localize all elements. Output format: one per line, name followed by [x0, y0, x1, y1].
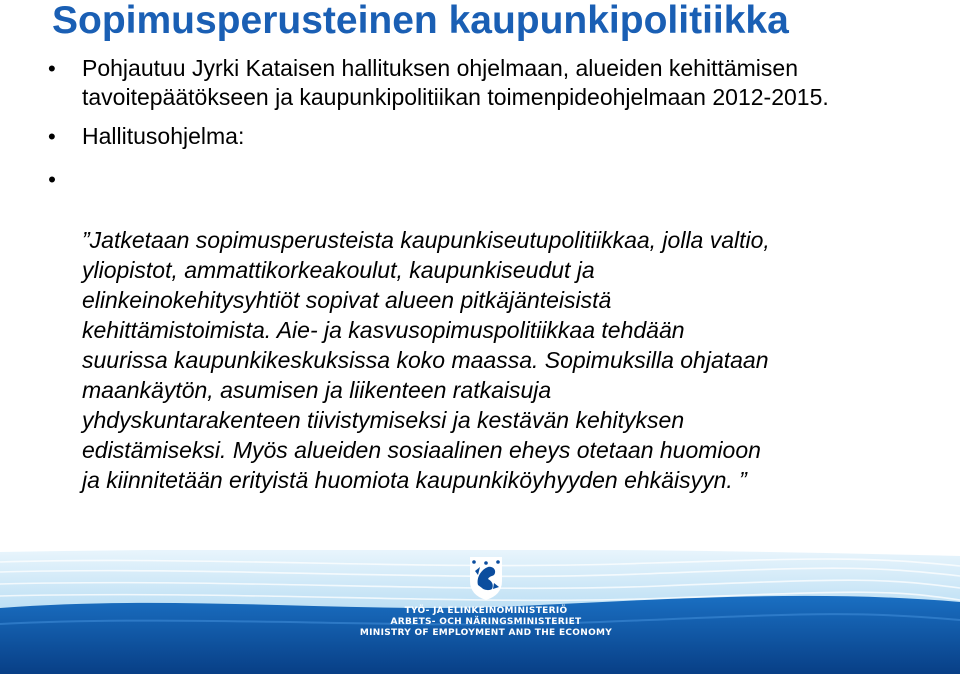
- bullet-text: Pohjautuu Jyrki Kataisen hallituksen ohjelmaan, alueiden kehittämisen tavoitepäätökseen ja kaupunkipolitiikan toimenpideohjelmaan 2012-2015.: [82, 55, 829, 110]
- ministry-name-fi: TYÖ- JA ELINKEINOMINISTERIÖ: [404, 606, 568, 616]
- ministry-logo: [356, 555, 616, 639]
- quote-text: ”Jatketaan sopimusperusteista kaupunkiseutupolitiikkaa, jolla valtio, yliopistot, ammattikorkeakoulut, kaupunkiseudut ja elinkeinokehitysyhtiöt sopivat alueen pitkäjänteisistä kehittämistoimista. Aie- ja kasvusopimuspolitiikkaa tehdään suurissa kaupunkikeskuksissa koko maassa. Sopimuksilla ohjataan maankäytön, asumisen ja liikenteen ratkaisuja yhdyskuntarakenteen tiivistymiseksi ja kestävän kehityksen edistämiseksi. Myös alueiden sosiaalinen eheys otetaan huomioon ja kiinnitetään erityistä huomiota kaupunkiköyhyyden ehkäisyyn. ”: [82, 227, 770, 493]
- bullet-dot-icon: •: [48, 124, 56, 149]
- list-item: [48, 122, 928, 151]
- ministry-name-sv: ARBETS- OCH NÄRINGSMINISTERIET: [390, 617, 582, 627]
- ministry-name-en: MINISTRY OF EMPLOYMENT AND THE ECONOMY: [359, 628, 613, 638]
- list-item: [48, 165, 928, 495]
- bullet-text: Hallitusohjelma:: [82, 123, 245, 149]
- lion-coat-of-arms-icon: [466, 555, 506, 601]
- bullet-list: [48, 54, 928, 495]
- list-item: [48, 54, 928, 112]
- bullet-dot-icon: •: [48, 56, 56, 81]
- footer-band: [0, 550, 960, 674]
- slide-title: Sopimusperusteinen kaupunkipolitiikka: [52, 0, 789, 42]
- bullet-dot-icon: •: [48, 167, 56, 192]
